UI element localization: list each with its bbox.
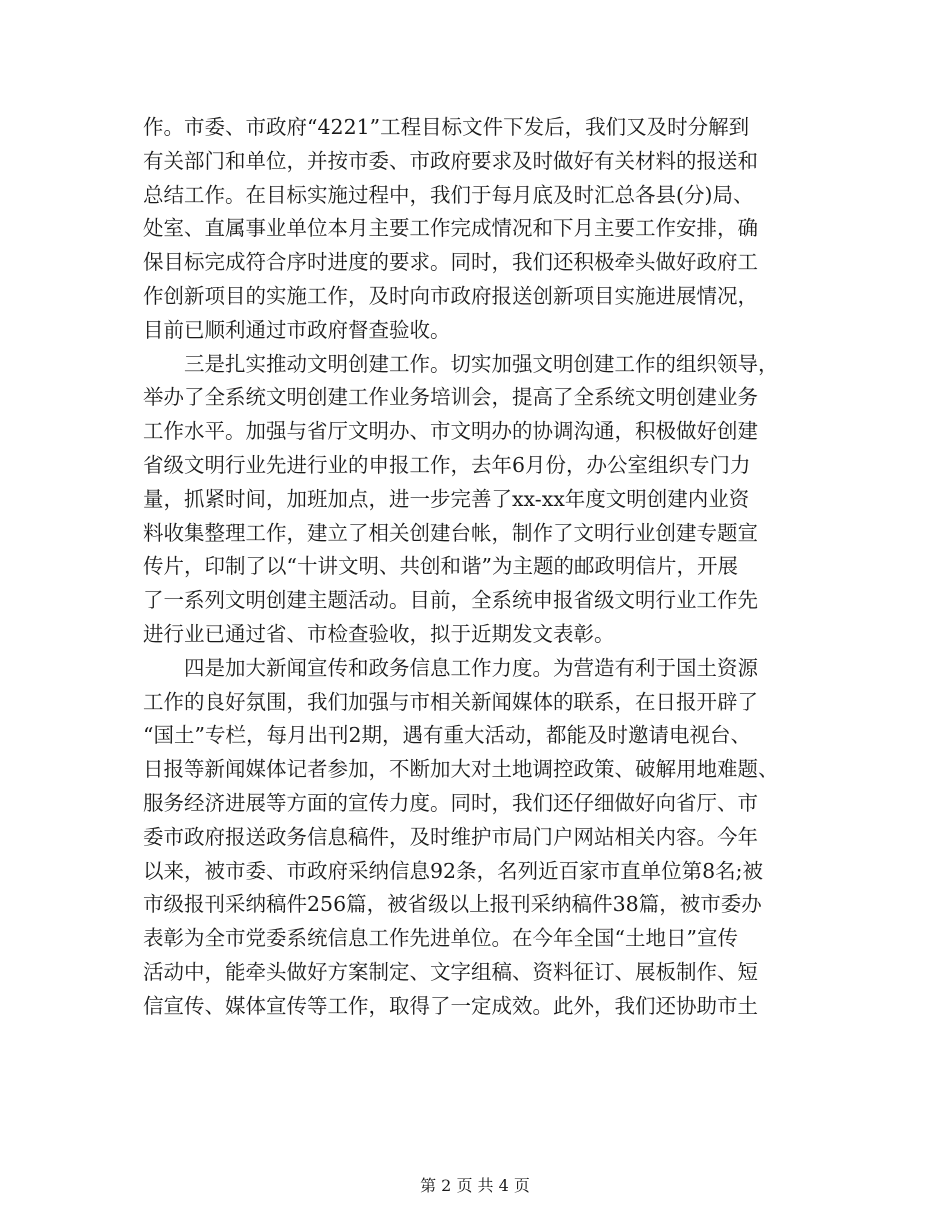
body-text-line: 服务经济进展等方面的宣传力度。同时，我们还仔细做好向省厅、市 bbox=[143, 791, 758, 815]
body-text-line: 进行业已通过省、市检查验收，拟于近期发文表彰。 bbox=[143, 622, 615, 646]
body-text-line: 目前已顺利通过市政府督查验收。 bbox=[143, 317, 451, 342]
body-text-line: 作。市委、市政府“4221”工程目标文件下发后，我们又及时分解到 bbox=[143, 115, 750, 139]
body-text-line: 省级文明行业先进行业的申报工作，去年6月份，办公室组织专门力 bbox=[143, 453, 751, 477]
body-text-line: 工作的良好氛围，我们加强与市相关新闻媒体的联系，在日报开辟了 bbox=[143, 689, 758, 714]
body-text-line: 有关部门和单位，并按市委、市政府要求及时做好有关材料的报送和 bbox=[143, 148, 758, 173]
body-text-line: 保目标完成符合序时进度的要求。同时，我们还积极牵头做好政府工 bbox=[143, 250, 758, 275]
body-text-line: 市级报刊采纳稿件256篇，被省级以上报刊采纳稿件38篇，被市委办 bbox=[143, 892, 762, 917]
body-text-line: 活动中，能牵头做好方案制定、文字组稿、资料征订、展板制作、短 bbox=[143, 960, 758, 984]
body-text-line: 委市政府报送政务信息稿件，及时维护市局门户网站相关内容。今年 bbox=[143, 824, 758, 849]
body-text-line: 信宣传、媒体宣传等工作，取得了一定成效。此外，我们还协助市土 bbox=[143, 993, 758, 1018]
body-text-line: 处室、直属事业单位本月主要工作完成情况和下月主要工作安排，确 bbox=[143, 216, 758, 241]
body-text-line: 总结工作。在目标实施过程中，我们于每月底及时汇总各县(分)局、 bbox=[143, 182, 754, 207]
body-text-line: 四是加大新闻宣传和政务信息工作力度。为营造有利于国土资源 bbox=[143, 655, 758, 680]
body-text-line: 料收集整理工作，建立了相关创建台帐，制作了文明行业创建专题宣 bbox=[143, 520, 758, 545]
body-text-line: 日报等新闻媒体记者参加，不断加大对土地调控政策、破解用地难题、 bbox=[143, 757, 779, 782]
body-text-line: 作创新项目的实施工作，及时向市政府报送创新项目实施进展情况， bbox=[143, 284, 758, 308]
body-text-line: 工作水平。加强与省厅文明办、市文明办的协调沟通，积极做好创建 bbox=[143, 419, 758, 444]
body-text-line: 量，抓紧时间，加班加点，进一步完善了xx-xx年度文明创建内业资 bbox=[143, 486, 750, 511]
body-text-line: 以来，被市委、市政府采纳信息92条，名列近百家市直单位第8名;被 bbox=[143, 858, 764, 883]
body-text-line: 了一系列文明创建主题活动。目前，全系统申报省级文明行业工作先 bbox=[143, 588, 758, 613]
body-text-line: 表彰为全市党委系统信息工作先进单位。在今年全国“土地日”宣传 bbox=[143, 926, 738, 951]
body-text-line: 传片，印制了以“十讲文明、共创和谐”为主题的邮政明信片，开展 bbox=[143, 554, 738, 579]
page-footer: 第 2 页 共 4 页 bbox=[420, 1176, 530, 1195]
body-text-line: 三是扎实推动文明创建工作。切实加强文明创建工作的组织领导， bbox=[143, 351, 779, 376]
body-text-line: “国土”专栏，每月出刊2期，遇有重大活动，都能及时邀请电视台、 bbox=[143, 723, 752, 748]
body-text-line: 举办了全系统文明创建工作业务培训会，提高了全系统文明创建业务 bbox=[143, 385, 758, 410]
